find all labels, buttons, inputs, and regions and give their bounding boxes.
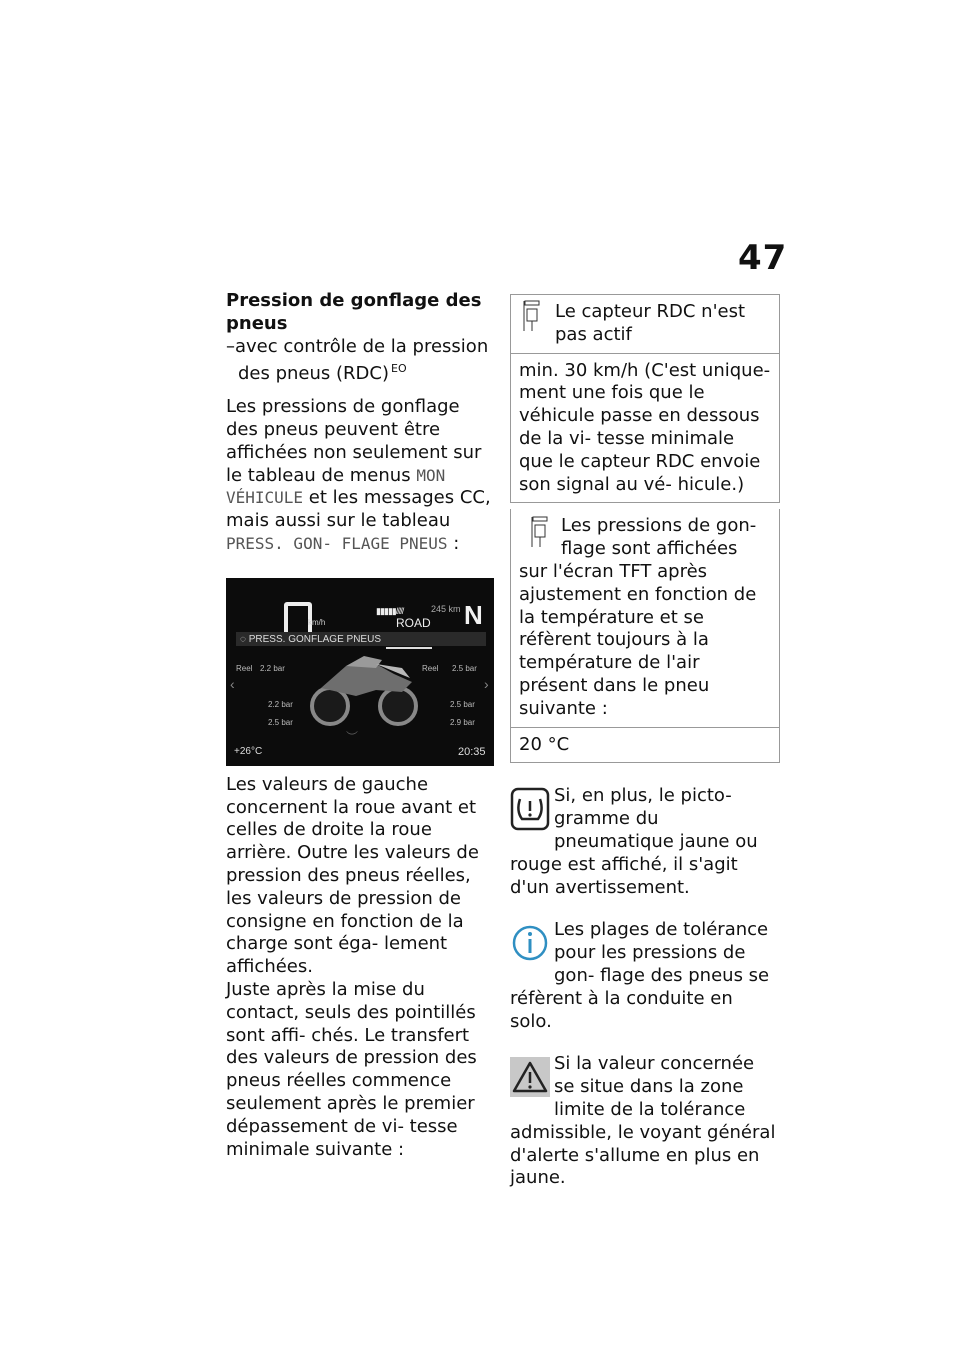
fuel-bars: ▮▮▮▮▮///// [376, 605, 404, 616]
intro-text-a: Les pressions de gonflage des pneus peuvent être affichées non seulement sur le tableau de menus [226, 396, 482, 486]
temperature-box [510, 728, 780, 764]
warning-pictogram-text: Si, en plus, le picto- gramme du pneumatique jaune ou rouge est affiché, il s'agit d'un avertissement. [510, 785, 758, 898]
warning-triangle-icon [510, 1055, 550, 1099]
left-reel-value: 2.2 bar [260, 663, 285, 673]
tyre-icon: ◌ [240, 633, 249, 645]
speed-condition-box [510, 354, 780, 504]
range: 245 km [431, 603, 461, 614]
pressure-note-box [510, 509, 780, 727]
right-value-2: 2.9 bar [450, 717, 475, 727]
tolerance-info-note [510, 919, 780, 1033]
sensor-note-box [510, 294, 780, 354]
speed-unit: km/h [308, 617, 326, 627]
start-paragraph: Juste après la mise du contact, seuls des pointillés sont affi- chés. Le transfert des valeurs de pression des pneus réelles commence seulement après le premier dépassement de vi- tesse minimale suivante : [226, 978, 477, 1160]
limit-warning-note [510, 1053, 780, 1190]
section-title-line2: pneus [226, 312, 288, 334]
intro-text-b: et les messages CC, mais aussi sur le tableau [226, 487, 491, 532]
left-reel-label: Reel [236, 663, 253, 673]
ride-mode: ROAD [396, 615, 431, 630]
info-icon [510, 921, 550, 965]
intro-text-c: : [453, 532, 460, 554]
left-value-1: 2.2 bar [268, 699, 293, 709]
left-column [226, 290, 496, 1161]
section-subtitle [226, 336, 496, 387]
right-column [510, 294, 780, 1190]
chevron-right-icon: › [484, 675, 489, 692]
chevron-left-icon: ‹ [230, 675, 235, 692]
right-reel-value: 2.5 bar [452, 663, 477, 673]
tyre-pressure-gauge-icon-2 [529, 515, 551, 549]
tyre-warning-icon [510, 787, 550, 831]
page-number: 47 [738, 238, 788, 278]
chevron-down-icon: ︶ [346, 729, 359, 744]
reference-temperature: 20 °C [519, 733, 570, 755]
pressure-note: Les pressions de gon- flage sont affichées sur l'écran TFT après ajustement en fonction de la température et se réfèrent toujours à la température de l'air présent dans le pneu suivante : [519, 515, 757, 719]
sensor-note: Le capteur RDC n'est pas actif [555, 301, 746, 345]
tolerance-info-text: Les plages de tolérance pour les pressions de gon- flage des pneus se réfèrent à la conduite en solo. [510, 919, 770, 1032]
limit-warning-text: Si la valeur concernée se situe dans la zone limite de la tolérance admissible, le voyant général d'alerte s'allume en plus en jaune. [510, 1053, 776, 1189]
dashboard-header-text: PRESS. GONFLAGE PNEUS [248, 633, 381, 645]
motorcycle-icon [226, 578, 494, 766]
tyre-pressure-gauge-icon [521, 299, 543, 333]
gear-indicator: N [464, 599, 483, 630]
subtitle-text: –avec contrôle de la pression des pneus (RDC) [226, 335, 489, 385]
values-paragraph: Les valeurs de gauche concernent la roue avant et celles de droite la roue arrière. Outre les valeurs de pression des pneus réelles, les valeurs de pression de consigne en fonction de la charge sont éga- lement affichées. [226, 773, 479, 978]
right-value-1: 2.5 bar [450, 699, 475, 709]
section-title-line1: Pression de gonflage des [226, 290, 482, 311]
ambient-temperature: +26°C [234, 745, 263, 757]
menu-name: MON VÉHICULE [226, 465, 446, 508]
subtitle-superscript: EO [391, 362, 407, 376]
warning-pictogram-note [510, 785, 780, 899]
left-value-2: 2.5 bar [268, 717, 293, 727]
table-name: PRESS. GON- FLAGE PNEUS [226, 533, 448, 553]
clock: 20:35 [458, 745, 486, 758]
intro-paragraph [226, 396, 496, 556]
speed-condition: min. 30 km/h (C'est unique- ment une fois que le véhicule passe en dessous de la vi- tesse minimale que le capteur RDC envoie son signal au vé- hicule.) [519, 359, 771, 495]
right-reel-label: Reel [422, 663, 439, 673]
dashboard-screenshot [226, 578, 494, 766]
